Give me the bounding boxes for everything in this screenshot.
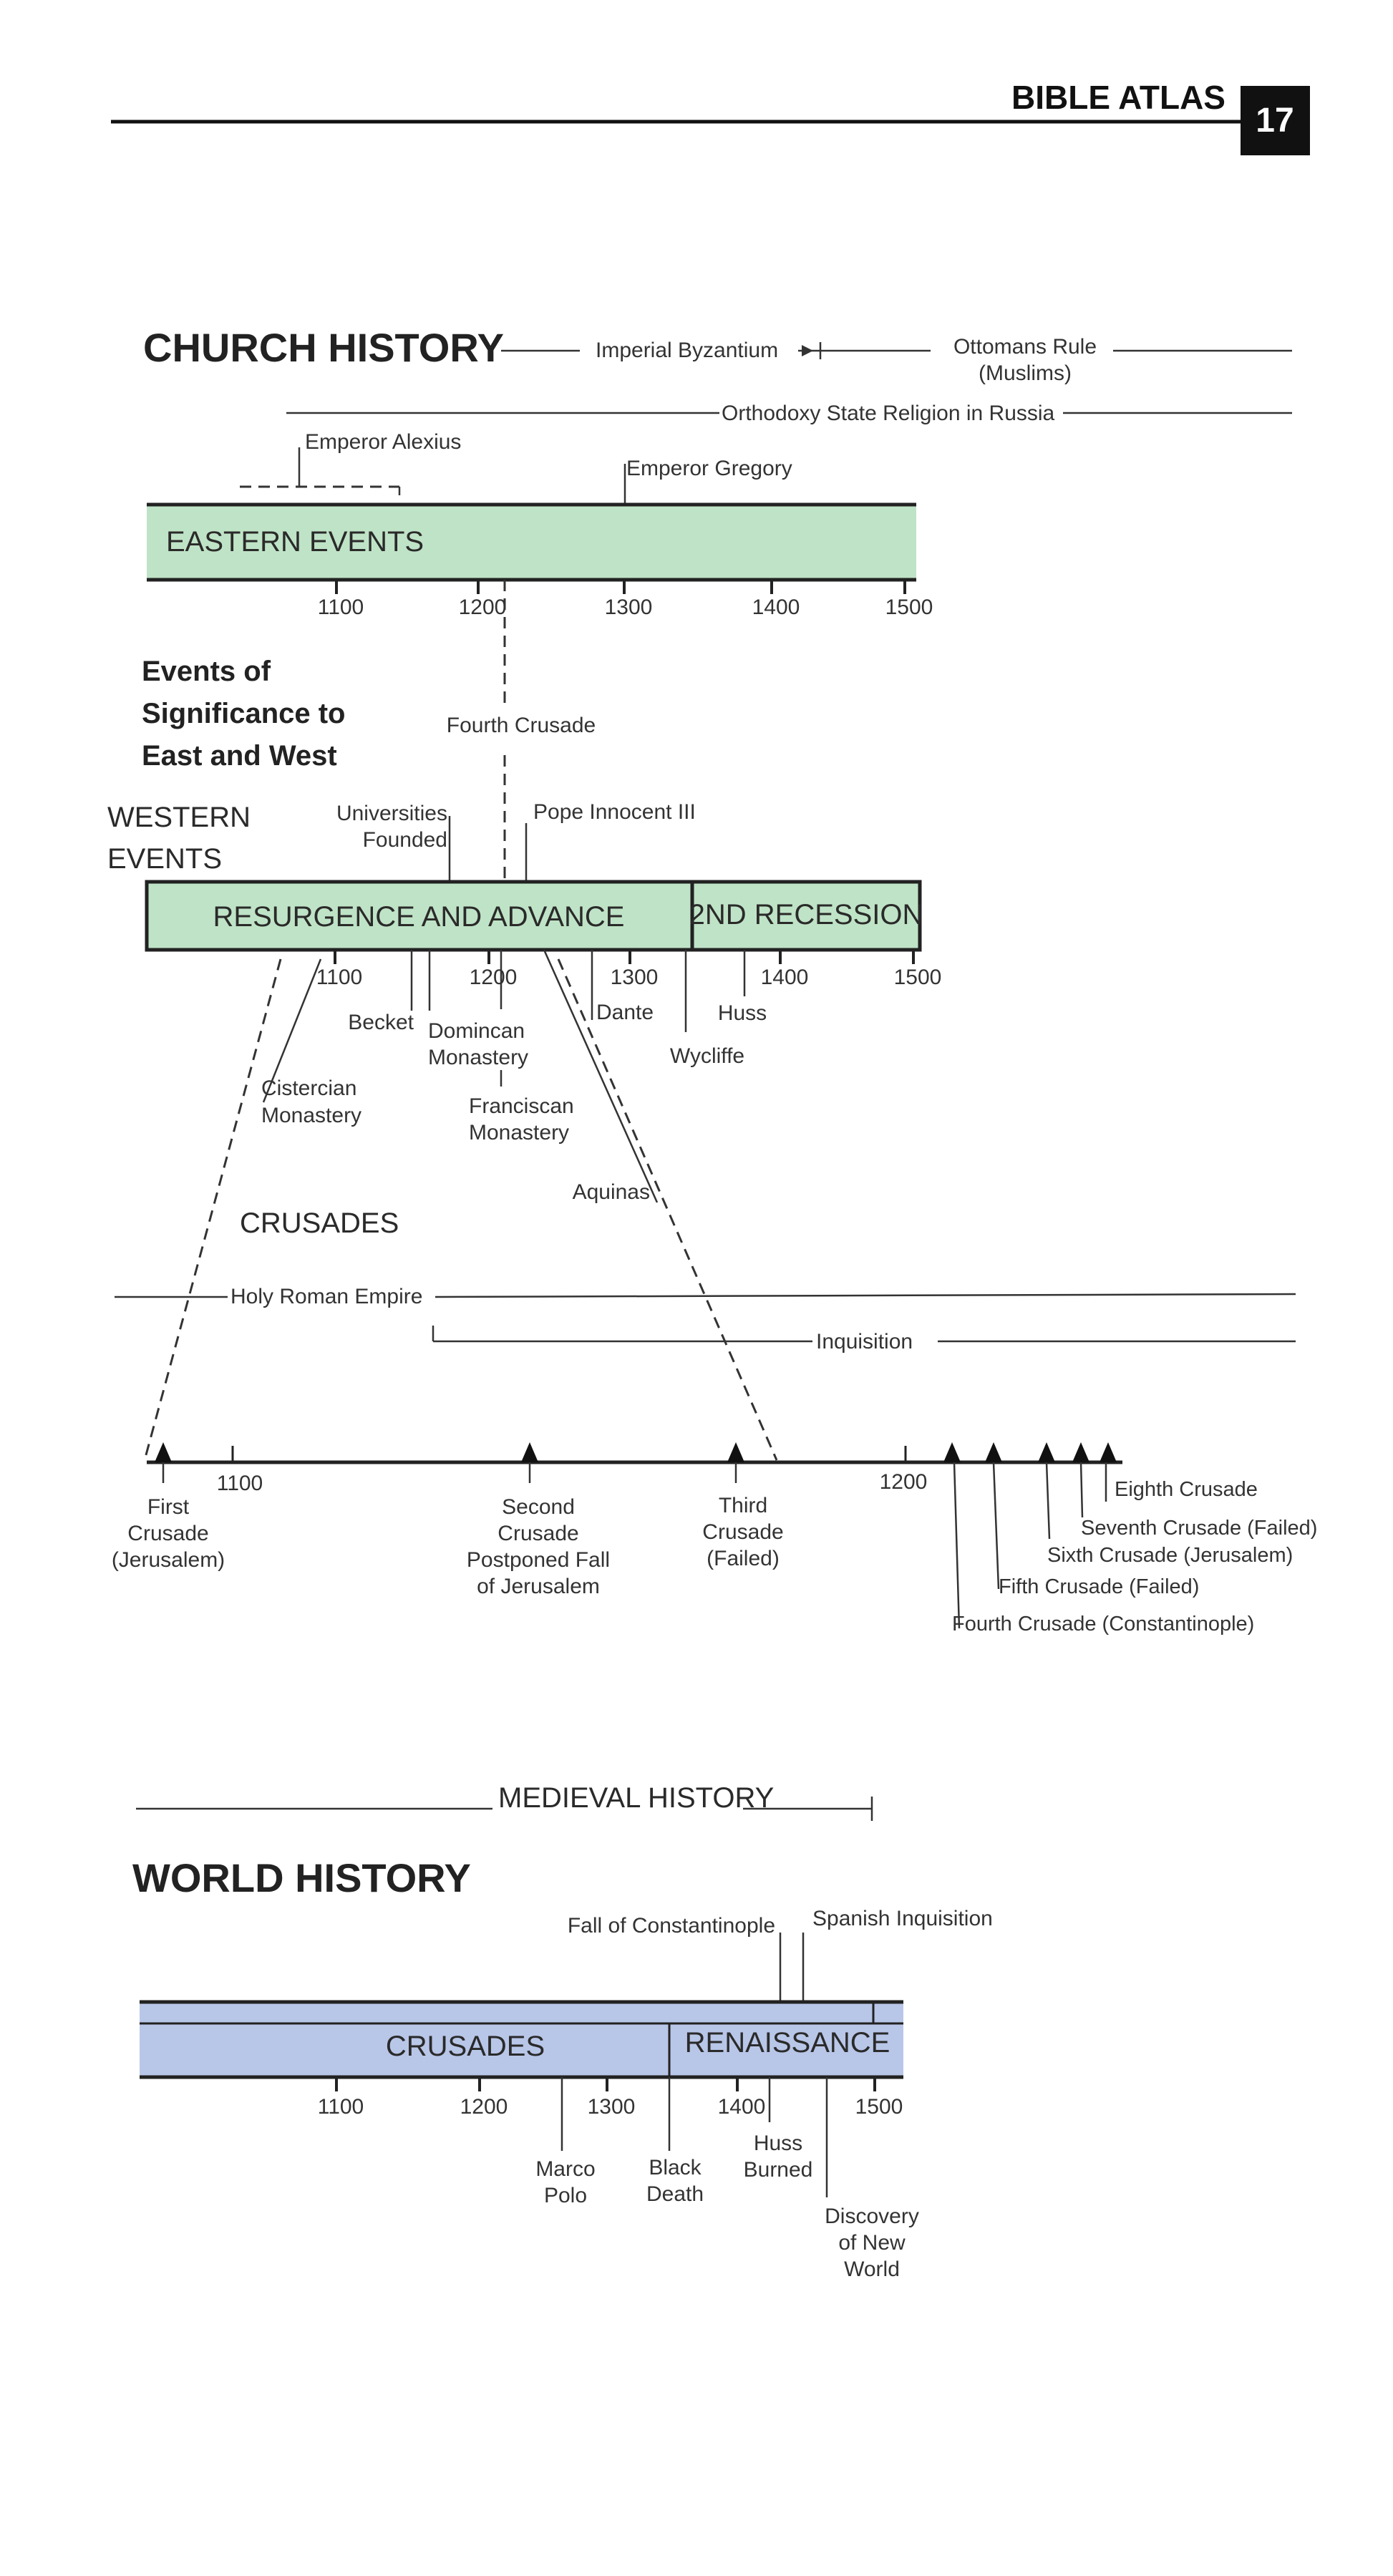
third-crusade-label-2: Crusade — [702, 1520, 784, 1544]
aquinas-label: Aquinas — [572, 1180, 650, 1204]
crusades-band-label: CRUSADES — [385, 2031, 545, 2062]
crusade-tick-1100-label: 1100 — [216, 1472, 263, 1495]
second-crusade-marker — [521, 1442, 538, 1462]
dominican-label-2: Monastery — [428, 1046, 529, 1069]
byzantium-end-marker — [802, 345, 813, 356]
world-tick-label-1400: 1400 — [717, 2095, 766, 2119]
first-crusade-marker — [155, 1442, 172, 1462]
discovery-label-1: Discovery — [825, 2205, 919, 2228]
significance-line-3: East and West — [142, 740, 337, 772]
western-tick-label-1500: 1500 — [893, 966, 942, 989]
sixth-crusade-stem — [1047, 1462, 1049, 1539]
seventh-crusade-marker — [1072, 1442, 1089, 1462]
first-crusade-label-3: (Jerusalem) — [111, 1548, 225, 1572]
seventh-crusade-label: Seventh Crusade (Failed) — [1081, 1517, 1318, 1540]
eastern-timeline-ticks — [318, 580, 933, 619]
eastern-tick-label-1500: 1500 — [885, 596, 933, 619]
first-crusade-label-2: Crusade — [127, 1522, 209, 1545]
fourth-crusade-constantinople-label: Fourth Crusade (Constantinople) — [952, 1613, 1255, 1635]
world-tick-label-1100: 1100 — [317, 2095, 364, 2119]
emperor-alexius-label: Emperor Alexius — [305, 430, 462, 454]
holy-roman-line-right — [435, 1294, 1296, 1297]
becket-label: Becket — [348, 1011, 414, 1034]
wycliffe-label: Wycliffe — [669, 1044, 745, 1068]
world-history-title: WORLD HISTORY — [132, 1855, 471, 1900]
second-crusade-label-4: of Jerusalem — [477, 1575, 600, 1598]
third-crusade-label-1: Third — [718, 1494, 768, 1517]
huss-burned-label-1: Huss — [753, 2132, 803, 2155]
fifth-crusade-label: Fifth Crusade (Failed) — [999, 1575, 1200, 1598]
medieval-history-label: MEDIEVAL HISTORY — [498, 1782, 775, 1814]
eastern-tick-label-1100: 1100 — [317, 596, 364, 619]
resurgence-label: RESURGENCE AND ADVANCE — [213, 901, 625, 933]
first-crusade-label-1: First — [147, 1495, 190, 1519]
second-recession-label: 2ND RECESSION — [689, 899, 923, 930]
significance-line-2: Significance to — [142, 698, 346, 729]
marco-polo-label-1: Marco — [535, 2157, 596, 2181]
significance-line-1: Events of — [142, 656, 271, 687]
eastern-tick-label-1400: 1400 — [752, 596, 800, 619]
black-death-label-1: Black — [649, 2156, 702, 2179]
eastern-tick-label-1200: 1200 — [458, 596, 507, 619]
eighth-crusade-marker — [1100, 1442, 1117, 1462]
western-timeline-ticks — [316, 950, 942, 989]
fourth-crusade-label: Fourth Crusade — [446, 714, 596, 737]
western-tick-label-1200: 1200 — [469, 966, 518, 989]
dante-label: Dante — [596, 1001, 654, 1024]
church-history-title: CHURCH HISTORY — [143, 325, 505, 370]
discovery-label-3: World — [844, 2257, 900, 2281]
emperor-gregory-label: Emperor Gregory — [626, 457, 792, 480]
eastern-events-label: EASTERN EVENTS — [166, 526, 424, 558]
pope-innocent-label: Pope Innocent III — [533, 800, 696, 824]
third-crusade-marker — [727, 1442, 744, 1462]
inquisition-label: Inquisition — [816, 1330, 913, 1353]
page-number: 17 — [1256, 102, 1294, 140]
imperial-byzantium-label: Imperial Byzantium — [596, 339, 779, 362]
seventh-crusade-stem — [1081, 1462, 1082, 1517]
franciscan-label-2: Monastery — [469, 1121, 570, 1144]
founded-label: Founded — [362, 828, 447, 852]
world-band-top-strip — [140, 2002, 903, 2023]
huss-burned-label-2: Burned — [743, 2158, 813, 2182]
second-crusade-label-2: Crusade — [498, 1522, 579, 1545]
crusade-tick-1200-label: 1200 — [879, 1470, 928, 1494]
holy-roman-label: Holy Roman Empire — [230, 1285, 423, 1308]
huss-label: Huss — [717, 1001, 767, 1025]
renaissance-band-label: RENAISSANCE — [684, 2027, 890, 2059]
franciscan-label-1: Franciscan — [469, 1094, 574, 1118]
discovery-label-2: of New — [838, 2231, 906, 2255]
western-tick-label-1400: 1400 — [760, 966, 809, 989]
fifth-crusade-stem — [994, 1462, 999, 1589]
ottomans-rule-label: Ottomans Rule — [953, 335, 1097, 359]
second-crusade-label-1: Second — [502, 1495, 575, 1519]
western-tick-label-1300: 1300 — [610, 966, 659, 989]
world-timeline-ticks — [318, 2077, 903, 2119]
sixth-crusade-marker — [1038, 1442, 1055, 1462]
spanish-inquisition-label: Spanish Inquisition — [812, 1907, 993, 1930]
universities-label: Universities — [336, 802, 447, 825]
ottomans-muslims-label: (Muslims) — [979, 361, 1072, 385]
fifth-crusade-marker — [985, 1442, 1002, 1462]
events-label: EVENTS — [107, 843, 223, 875]
sixth-crusade-label: Sixth Crusade (Jerusalem) — [1047, 1544, 1294, 1567]
dominican-label-1: Domincan — [428, 1019, 525, 1043]
western-tick-label-1100: 1100 — [316, 966, 363, 989]
header-title: BIBLE ATLAS — [1011, 79, 1225, 116]
cistercian-label-2: Monastery — [261, 1104, 362, 1127]
cistercian-label-1: Cistercian — [261, 1076, 357, 1100]
black-death-label-2: Death — [646, 2182, 704, 2206]
world-tick-label-1200: 1200 — [460, 2095, 508, 2119]
world-tick-label-1300: 1300 — [587, 2095, 636, 2119]
world-tick-label-1500: 1500 — [855, 2095, 903, 2119]
fall-constantinople-label: Fall of Constantinople — [567, 1914, 775, 1938]
marco-polo-label-2: Polo — [543, 2184, 588, 2207]
eastern-tick-label-1300: 1300 — [604, 596, 653, 619]
third-crusade-label-3: (Failed) — [707, 1547, 780, 1570]
crusade-expansion-right — [558, 959, 777, 1460]
orthodoxy-label: Orthodoxy State Religion in Russia — [722, 402, 1055, 425]
fourth-crusade-stem — [954, 1462, 959, 1628]
second-crusade-label-3: Postponed Fall — [466, 1548, 611, 1572]
crusades-title: CRUSADES — [240, 1207, 399, 1239]
eighth-crusade-label: Eighth Crusade — [1115, 1478, 1258, 1501]
fourth-crusade-marker — [943, 1442, 961, 1462]
western-label: WESTERN — [107, 802, 251, 833]
